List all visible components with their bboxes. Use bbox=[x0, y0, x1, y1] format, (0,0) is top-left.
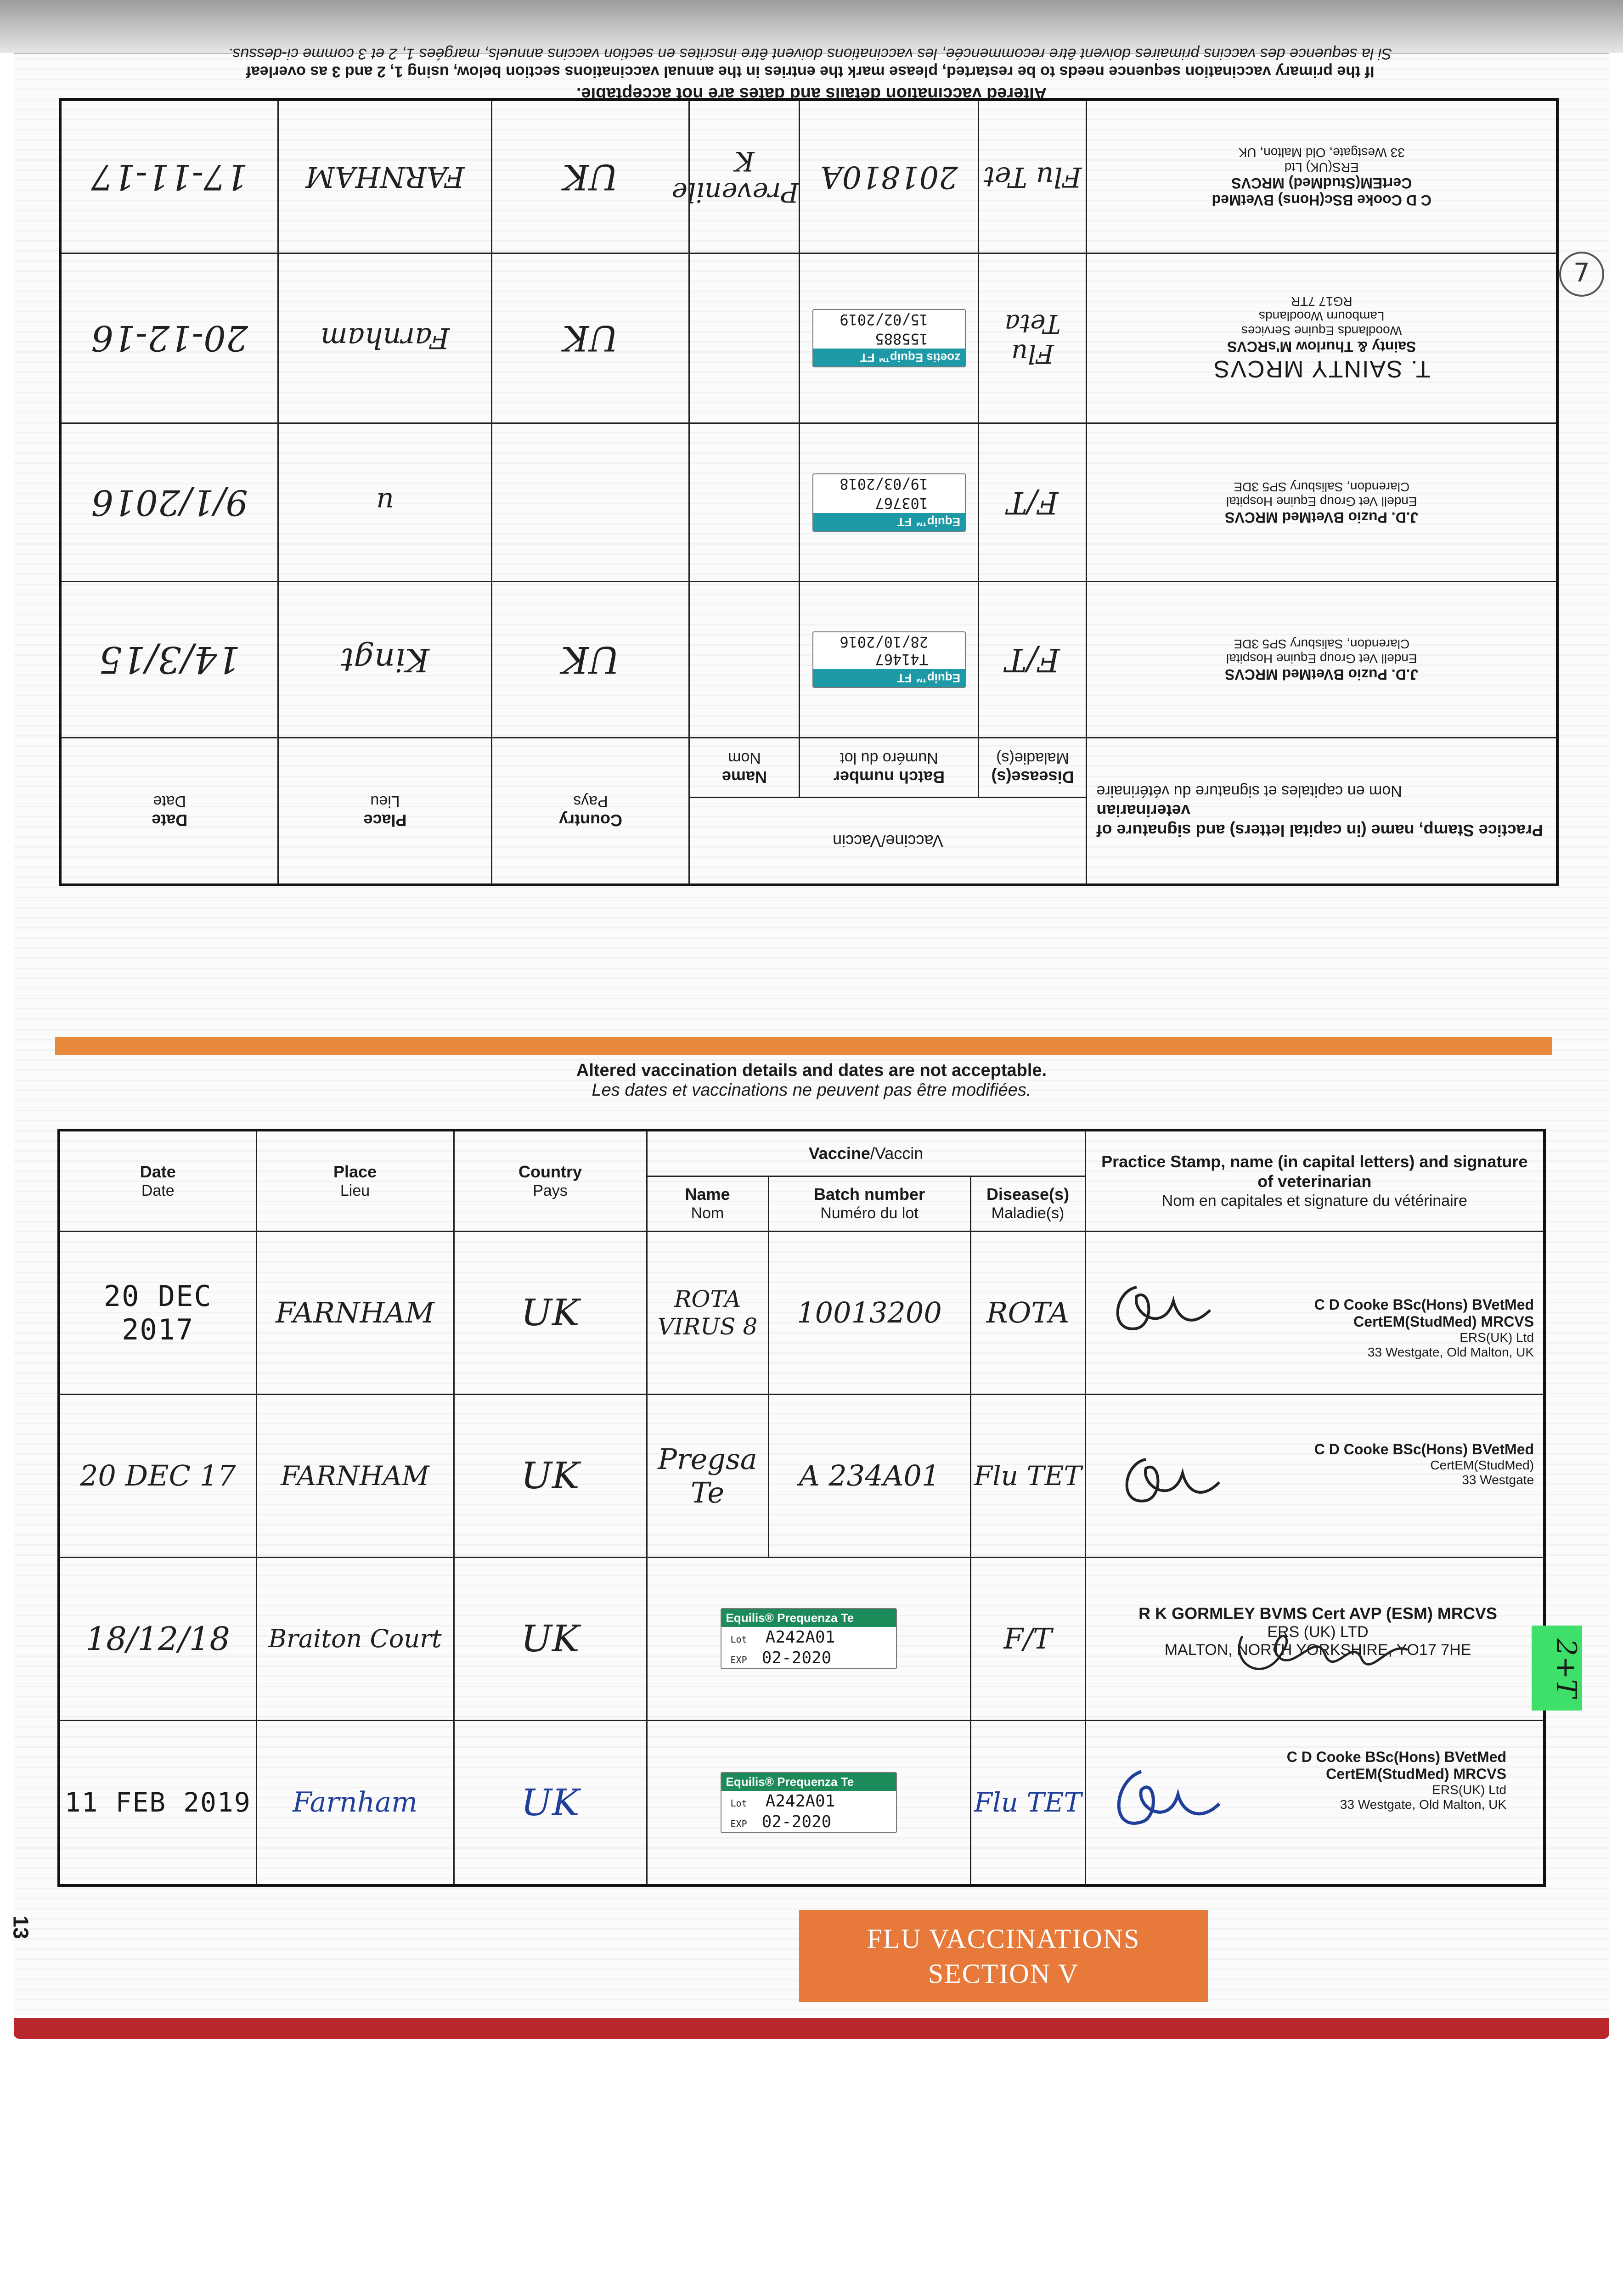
date-cell: 20 DEC 2017 bbox=[59, 1231, 256, 1394]
bottom-header-row bbox=[59, 1130, 1544, 1176]
top-instruction-bold: If the primary vaccination sequence needs to be restarted, please mark the entries in the annual vaccinations section below, using 1, 2 and 3 as overleaf bbox=[246, 63, 1375, 80]
signature-graphic bbox=[1224, 1609, 1417, 1700]
place-cell: FARNHAM bbox=[256, 1394, 454, 1557]
signature-graphic bbox=[1114, 1441, 1224, 1514]
name-cell: ROTA VIRUS 8 bbox=[647, 1231, 768, 1394]
batch-cell: 201810A bbox=[800, 100, 979, 253]
stamp-cell: R K GORMLEY BVMS Cert AVP (ESM) MRCVS ERS (UK) LTD MALTON, NORTH YORKSHIRE, YO17 7HE bbox=[1085, 1557, 1544, 1720]
bottom-notice-italic: Les dates et vaccinations ne peuvent pas être modifiées. bbox=[592, 1080, 1031, 1100]
disease-cell: F/T bbox=[979, 423, 1087, 582]
hdr-batch: Batch number Numéro du lot bbox=[768, 1176, 970, 1231]
batch-cell bbox=[800, 423, 979, 582]
date-cell: 17-11-17 bbox=[60, 100, 278, 253]
section-title-line1: FLU VACCINATIONS bbox=[867, 1924, 1140, 1954]
country-cell: UK bbox=[454, 1231, 647, 1394]
country-cell: UK bbox=[492, 100, 689, 253]
top-instruction-italic: Si la sequence des vaccins primaires doivent être recommencée, les vaccinations doivent être inscrites en section vaccins annuels, margées 1, 2 et 3 comme ci-dessus. bbox=[228, 45, 1392, 62]
name-cell: Prevenile K bbox=[689, 100, 800, 253]
table-row bbox=[60, 100, 1557, 253]
disease-cell: Flu TET bbox=[970, 1720, 1085, 1885]
bottom-vaccination-table bbox=[57, 1129, 1546, 1887]
margin-number: 7 bbox=[1559, 252, 1604, 297]
table-row bbox=[60, 582, 1557, 738]
place-cell: Kingt bbox=[278, 582, 492, 738]
hdr-disease: Disease(s) Maladie(s) bbox=[970, 1176, 1085, 1231]
section-title-line2: SECTION V bbox=[928, 1958, 1079, 1989]
hdr-country: Country Pays bbox=[454, 1130, 647, 1231]
bottom-notice bbox=[0, 1061, 1623, 1100]
signature-graphic bbox=[1105, 1758, 1224, 1840]
country-cell: UK bbox=[454, 1557, 647, 1720]
vaccine-label-cell bbox=[647, 1720, 970, 1885]
stamp-cell: C D Cooke BSc(Hons) BVetMed CertEM(StudMed) 33 Westgate bbox=[1085, 1394, 1544, 1557]
name-cell: Pregsa Te bbox=[647, 1394, 768, 1557]
top-hdr-vaccine: Vaccine/Vaccin bbox=[689, 798, 1087, 885]
stamp-cell: J.D. Puzio BVetMed MRCVS Endell Vet Group Equine Hospital Clarendon, Salisbury SP5 3DE bbox=[1087, 582, 1557, 738]
top-instruction bbox=[62, 45, 1559, 80]
table-row bbox=[59, 1394, 1544, 1557]
table-row bbox=[60, 423, 1557, 582]
place-cell: Farnham bbox=[278, 253, 492, 423]
top-hdr-place: Place Lieu bbox=[278, 738, 492, 885]
country-cell: UK bbox=[492, 582, 689, 738]
vaccine-label: Equilis® Prequenza Te Lot A242A01 EXP 02-2020 bbox=[721, 1772, 897, 1833]
date-cell: 20-12-16 bbox=[60, 253, 278, 423]
hdr-date: Date Date bbox=[59, 1130, 256, 1231]
page-number: 13 bbox=[9, 1915, 33, 1939]
date-cell: 14/3/15 bbox=[60, 582, 278, 738]
name-cell bbox=[689, 253, 800, 423]
place-cell: u bbox=[278, 423, 492, 582]
vaccine-label: zoetis Equip™ FT 155885 15/02/2019 bbox=[812, 310, 966, 368]
hdr-place: Place Lieu bbox=[256, 1130, 454, 1231]
place-cell: Braiton Court bbox=[256, 1557, 454, 1720]
date-cell: 18/12/18 bbox=[59, 1557, 256, 1720]
country-cell: UK bbox=[454, 1720, 647, 1885]
date-cell: 9/1/2016 bbox=[60, 423, 278, 582]
top-page-rotated bbox=[0, 0, 1623, 1024]
bottom-notice-bold: Altered vaccination details and dates are not acceptable. bbox=[576, 1061, 1047, 1080]
vaccine-label: Equilis® Prequenza Te Lot A242A01 EXP 02-2020 bbox=[721, 1608, 897, 1669]
vaccine-label: Equip™ FT 103767 19/03/2018 bbox=[812, 473, 966, 532]
name-cell bbox=[689, 423, 800, 582]
green-tab: 2+T bbox=[1532, 1626, 1582, 1711]
batch-cell: A 234A01 bbox=[768, 1394, 970, 1557]
orange-header-band bbox=[55, 1037, 1552, 1055]
top-notice-bold: Altered vaccination details and dates are not acceptable. bbox=[576, 84, 1047, 103]
place-cell: FARNHAM bbox=[256, 1231, 454, 1394]
top-hdr-date: Date Date bbox=[60, 738, 278, 885]
disease-cell: Flu TET bbox=[970, 1394, 1085, 1557]
top-vaccination-table bbox=[59, 98, 1559, 886]
stamp-cell: C D Cooke BSc(Hons) BVetMed CertEM(StudMed) MRCVS ERS(UK) Ltd 33 Westgate, Old Malton, UK bbox=[1085, 1231, 1544, 1394]
date-cell: 11 FEB 2019 bbox=[59, 1720, 256, 1885]
table-row bbox=[59, 1231, 1544, 1394]
stamp-cell: C D Cooke BSc(Hons) BVetMed CertEM(StudMed) MRCVS ERS(UK) Ltd 33 Westgate, Old Malton, UK bbox=[1085, 1720, 1544, 1885]
disease-cell: Flu Tet bbox=[979, 100, 1087, 253]
table-row bbox=[60, 253, 1557, 423]
vaccine-label-cell bbox=[647, 1557, 970, 1720]
table-row bbox=[59, 1720, 1544, 1885]
batch-cell bbox=[800, 582, 979, 738]
top-hdr-name: Name Nom bbox=[689, 738, 800, 798]
top-hdr-country: Country Pays bbox=[492, 738, 689, 885]
section-title bbox=[799, 1910, 1208, 2002]
hdr-stamp: Practice Stamp, name (in capital letters) and signature of veterinarian Nom en capitales et signature du vétérinaire bbox=[1085, 1130, 1544, 1231]
country-cell bbox=[492, 423, 689, 582]
top-header-row bbox=[60, 798, 1557, 885]
hdr-name: Name Nom bbox=[647, 1176, 768, 1231]
table-row bbox=[59, 1557, 1544, 1720]
stamp-cell: C D Cooke BSc(Hons) BVetMed CertEM(StudMed) MRCVS ERS(UK) Ltd 33 Westgate, Old Malton, UK bbox=[1087, 100, 1557, 253]
place-cell: Farnham bbox=[256, 1720, 454, 1885]
stamp-cell: T. SAINTY MRCVS Sainty & Thurlow M'sRCVS Woodlands Equine Services Lambourn Woodlands RG17 7TR bbox=[1087, 253, 1557, 423]
country-cell: UK bbox=[454, 1394, 647, 1557]
top-hdr-stamp: Practice Stamp, name (in capital letters) and signature of veterinarian Nom en capitales et signature du vétérinaire bbox=[1087, 738, 1557, 885]
disease-cell: Flu Teta bbox=[979, 253, 1087, 423]
book-red-edge bbox=[14, 2018, 1609, 2039]
place-cell: FARNHAM bbox=[278, 100, 492, 253]
signature-graphic bbox=[1105, 1269, 1215, 1342]
batch-cell bbox=[800, 253, 979, 423]
disease-cell: F/T bbox=[970, 1557, 1085, 1720]
name-cell bbox=[689, 582, 800, 738]
top-hdr-batch: Batch number Numéro du lot bbox=[800, 738, 979, 798]
country-cell: UK bbox=[492, 253, 689, 423]
stamp-cell: J.D. Puzio BVetMed MRCVS Endell Vet Group Equine Hospital Clarendon, Salisbury SP5 3DE bbox=[1087, 423, 1557, 582]
disease-cell: F/T bbox=[979, 582, 1087, 738]
disease-cell: ROTA bbox=[970, 1231, 1085, 1394]
hdr-vaccine: Vaccine/Vaccin bbox=[647, 1130, 1085, 1176]
batch-cell: 10013200 bbox=[768, 1231, 970, 1394]
vaccine-label: Equip™ FT T41467 28/10/2016 bbox=[812, 632, 966, 688]
top-hdr-disease: Disease(s) Maladie(s) bbox=[979, 738, 1087, 798]
date-cell: 20 DEC 17 bbox=[59, 1394, 256, 1557]
